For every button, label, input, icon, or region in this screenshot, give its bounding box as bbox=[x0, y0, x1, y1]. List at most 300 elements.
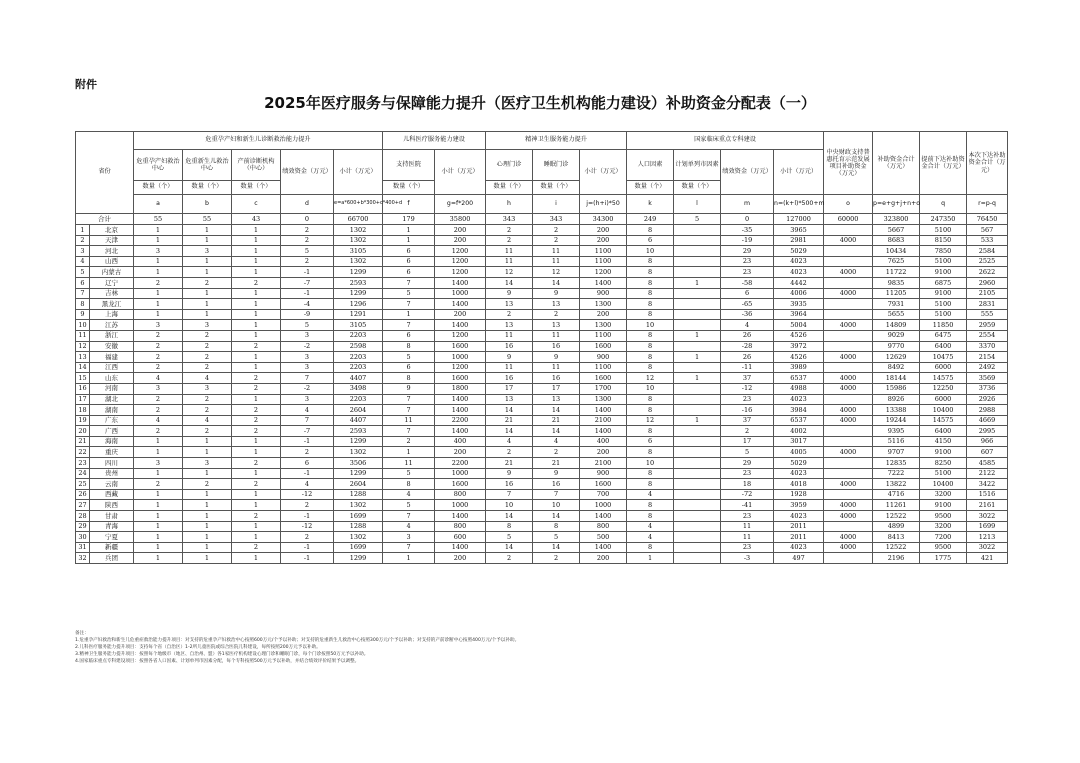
data-cell: 3964 bbox=[774, 309, 824, 320]
data-cell: 2 bbox=[232, 341, 281, 352]
data-cell: 6475 bbox=[920, 330, 967, 341]
data-cell: 1 bbox=[183, 256, 232, 267]
data-cell: 2 bbox=[486, 553, 533, 564]
data-cell: 1600 bbox=[435, 373, 486, 384]
data-cell: 13822 bbox=[873, 479, 920, 490]
data-cell: 1 bbox=[232, 267, 281, 278]
data-cell: 2200 bbox=[435, 415, 486, 426]
data-cell: 1600 bbox=[580, 479, 627, 490]
current-funds-header: 本次下达补助资金合计（万元） bbox=[967, 132, 1008, 195]
formula-cell: p=e+g+j+n+o bbox=[873, 195, 920, 214]
data-cell: 3 bbox=[183, 320, 232, 331]
table-row bbox=[76, 542, 1008, 553]
data-cell: 1 bbox=[674, 373, 721, 384]
data-cell: 1400 bbox=[435, 426, 486, 437]
data-cell: 2 bbox=[383, 436, 435, 447]
data-cell bbox=[824, 341, 873, 352]
data-cell: 1 bbox=[232, 394, 281, 405]
maternal-perf-header: 绩效资金（万元） bbox=[281, 150, 334, 195]
data-cell: 21 bbox=[533, 415, 580, 426]
data-cell: 17 bbox=[533, 383, 580, 394]
data-cell: 600 bbox=[435, 532, 486, 543]
row-index: 5 bbox=[76, 267, 90, 278]
data-cell bbox=[674, 500, 721, 511]
data-cell: 8 bbox=[627, 309, 674, 320]
data-cell bbox=[674, 479, 721, 490]
province-name: 海南 bbox=[90, 436, 134, 447]
data-cell: 11 bbox=[383, 458, 435, 469]
data-cell bbox=[824, 436, 873, 447]
data-cell: 1400 bbox=[580, 511, 627, 522]
data-cell: 2 bbox=[232, 426, 281, 437]
newborn-center-header: 危重新生儿救治中心 bbox=[183, 150, 232, 181]
formula-cell: q bbox=[920, 195, 967, 214]
data-cell: 1200 bbox=[435, 330, 486, 341]
data-cell: 2196 bbox=[873, 553, 920, 564]
data-cell: 2 bbox=[281, 532, 334, 543]
province-name: 福建 bbox=[90, 352, 134, 363]
table-row bbox=[76, 288, 1008, 299]
data-cell: 1 bbox=[232, 256, 281, 267]
data-cell bbox=[824, 277, 873, 288]
data-cell: 2154 bbox=[967, 352, 1008, 363]
data-cell: 2 bbox=[232, 511, 281, 522]
data-cell: 4 bbox=[183, 415, 232, 426]
data-cell bbox=[674, 256, 721, 267]
formula-cell: r=p-q bbox=[967, 195, 1008, 214]
data-cell: 5 bbox=[533, 532, 580, 543]
data-cell: 400 bbox=[435, 436, 486, 447]
data-cell: 4000 bbox=[824, 320, 873, 331]
data-cell: 16 bbox=[533, 479, 580, 490]
table-row bbox=[76, 553, 1008, 564]
table-row bbox=[76, 362, 1008, 373]
data-cell: 1200 bbox=[435, 267, 486, 278]
data-cell: 2 bbox=[183, 362, 232, 373]
row-index: 23 bbox=[76, 458, 90, 469]
data-cell: 1 bbox=[134, 235, 183, 246]
sleep-clinic-header: 睡眠门诊 bbox=[533, 150, 580, 181]
data-cell: 1 bbox=[183, 225, 232, 236]
data-cell: 2 bbox=[533, 225, 580, 236]
data-cell bbox=[824, 362, 873, 373]
data-cell: 1600 bbox=[580, 341, 627, 352]
data-cell: 1400 bbox=[580, 542, 627, 553]
data-cell: 2598 bbox=[334, 341, 383, 352]
data-cell: 11261 bbox=[873, 500, 920, 511]
data-cell: 567 bbox=[967, 225, 1008, 236]
data-cell: 21 bbox=[486, 415, 533, 426]
data-cell: 12 bbox=[627, 415, 674, 426]
prenatal-header: 产前诊断机构（中心） bbox=[232, 150, 281, 181]
data-cell: 3569 bbox=[967, 373, 1008, 384]
data-cell: 1 bbox=[674, 415, 721, 426]
data-cell: 1400 bbox=[435, 299, 486, 310]
data-cell: 11 bbox=[533, 362, 580, 373]
data-cell bbox=[824, 246, 873, 257]
data-cell: 2203 bbox=[334, 362, 383, 373]
data-cell: -1 bbox=[281, 542, 334, 553]
table-row bbox=[76, 447, 1008, 458]
total-label: 合计 bbox=[76, 214, 134, 225]
data-cell bbox=[674, 309, 721, 320]
data-cell: 6400 bbox=[920, 426, 967, 437]
data-cell: 1 bbox=[134, 500, 183, 511]
data-cell: 8 bbox=[486, 521, 533, 532]
province-name: 贵州 bbox=[90, 468, 134, 479]
data-cell: 2988 bbox=[967, 405, 1008, 416]
note-line: 4.国家临床重点专科建设项目：按照各省人口因素、计划单列市因素分配，每个专科按照500万元予以补助，并结合绩效评价结果予以调整。 bbox=[75, 659, 360, 664]
unit-count: 数量（个） bbox=[232, 181, 281, 195]
data-cell: 10400 bbox=[920, 405, 967, 416]
data-cell: 3422 bbox=[967, 479, 1008, 490]
data-cell: 14809 bbox=[873, 320, 920, 331]
data-cell: 4 bbox=[183, 373, 232, 384]
data-cell: 10 bbox=[627, 246, 674, 257]
data-cell: 200 bbox=[580, 225, 627, 236]
maternal-center-header: 危重孕产妇救治中心 bbox=[134, 150, 183, 181]
data-cell: 200 bbox=[580, 235, 627, 246]
data-cell: 4000 bbox=[824, 267, 873, 278]
data-cell: 29 bbox=[721, 458, 774, 469]
data-cell: 2 bbox=[183, 341, 232, 352]
row-index: 12 bbox=[76, 341, 90, 352]
data-cell bbox=[674, 468, 721, 479]
data-cell: 800 bbox=[580, 521, 627, 532]
row-index: 24 bbox=[76, 468, 90, 479]
data-cell: 2 bbox=[232, 458, 281, 469]
data-cell bbox=[674, 511, 721, 522]
data-cell: 7 bbox=[533, 489, 580, 500]
data-cell: 8 bbox=[627, 330, 674, 341]
total-cell: 343 bbox=[533, 214, 580, 225]
data-cell: 12 bbox=[533, 267, 580, 278]
unit-count: 数量（个） bbox=[183, 181, 232, 195]
province-name: 宁夏 bbox=[90, 532, 134, 543]
data-cell: -58 bbox=[721, 277, 774, 288]
data-cell: 10 bbox=[533, 500, 580, 511]
data-cell: 1 bbox=[232, 330, 281, 341]
data-cell: -72 bbox=[721, 489, 774, 500]
total-cell: 43 bbox=[232, 214, 281, 225]
data-cell: 3 bbox=[281, 352, 334, 363]
data-cell: 2959 bbox=[967, 320, 1008, 331]
formula-cell: d bbox=[281, 195, 334, 214]
data-cell: 1 bbox=[134, 447, 183, 458]
data-cell: 14 bbox=[533, 542, 580, 553]
data-cell: 8 bbox=[383, 341, 435, 352]
data-cell: 6 bbox=[383, 362, 435, 373]
data-cell: 7931 bbox=[873, 299, 920, 310]
data-cell bbox=[674, 299, 721, 310]
data-cell: 1400 bbox=[580, 426, 627, 437]
total-cell: 249 bbox=[627, 214, 674, 225]
data-cell: 13 bbox=[533, 320, 580, 331]
data-cell: 1100 bbox=[580, 330, 627, 341]
data-cell: 1 bbox=[134, 532, 183, 543]
data-cell: 14 bbox=[533, 405, 580, 416]
data-cell: 1 bbox=[232, 352, 281, 363]
data-cell: 1 bbox=[134, 511, 183, 522]
data-cell: 1 bbox=[183, 468, 232, 479]
total-cell: 60000 bbox=[824, 214, 873, 225]
data-cell: 2525 bbox=[967, 256, 1008, 267]
total-cell: 55 bbox=[134, 214, 183, 225]
data-cell bbox=[824, 468, 873, 479]
data-cell: 3105 bbox=[334, 246, 383, 257]
data-cell: 7 bbox=[383, 511, 435, 522]
data-cell: 1400 bbox=[435, 394, 486, 405]
data-cell: 7200 bbox=[920, 532, 967, 543]
total-funds-header: 补助资金合计（万元） bbox=[873, 132, 920, 195]
data-cell: 200 bbox=[580, 553, 627, 564]
row-index: 2 bbox=[76, 235, 90, 246]
table-row bbox=[76, 309, 1008, 320]
data-cell: 3736 bbox=[967, 383, 1008, 394]
data-cell: 14575 bbox=[920, 373, 967, 384]
province-name: 重庆 bbox=[90, 447, 134, 458]
data-cell: 2584 bbox=[967, 246, 1008, 257]
data-cell: 200 bbox=[435, 309, 486, 320]
data-cell: 2960 bbox=[967, 277, 1008, 288]
data-cell: 12 bbox=[627, 373, 674, 384]
data-cell: 10400 bbox=[920, 479, 967, 490]
data-cell: 4899 bbox=[873, 521, 920, 532]
data-cell: 4000 bbox=[824, 373, 873, 384]
data-cell: -35 bbox=[721, 225, 774, 236]
data-cell: 1 bbox=[183, 521, 232, 532]
data-cell: 2926 bbox=[967, 394, 1008, 405]
data-cell: 8 bbox=[627, 511, 674, 522]
data-cell: 8 bbox=[627, 256, 674, 267]
data-cell: 1699 bbox=[967, 521, 1008, 532]
data-cell: 1302 bbox=[334, 447, 383, 458]
data-cell: 23 bbox=[721, 542, 774, 553]
data-cell: 1100 bbox=[580, 246, 627, 257]
data-cell: 3935 bbox=[774, 299, 824, 310]
data-cell: 2203 bbox=[334, 352, 383, 363]
data-cell: 1 bbox=[232, 468, 281, 479]
data-cell: 18144 bbox=[873, 373, 920, 384]
formula-cell: h bbox=[486, 195, 533, 214]
data-cell: 17 bbox=[486, 383, 533, 394]
data-cell: 8 bbox=[627, 426, 674, 437]
data-cell: 2 bbox=[281, 225, 334, 236]
data-cell: 1 bbox=[183, 309, 232, 320]
data-cell: 8 bbox=[627, 542, 674, 553]
formula-cell: f bbox=[383, 195, 435, 214]
data-cell: 9 bbox=[486, 468, 533, 479]
province-name: 兵团 bbox=[90, 553, 134, 564]
data-cell: 2593 bbox=[334, 277, 383, 288]
data-cell: 1775 bbox=[920, 553, 967, 564]
data-cell: 2 bbox=[486, 309, 533, 320]
data-cell: 13 bbox=[533, 299, 580, 310]
data-cell: 11 bbox=[486, 246, 533, 257]
table-row bbox=[76, 458, 1008, 469]
data-cell: 5 bbox=[383, 288, 435, 299]
data-cell: 1 bbox=[232, 553, 281, 564]
data-cell: 13 bbox=[486, 320, 533, 331]
data-cell bbox=[674, 458, 721, 469]
table-row bbox=[76, 426, 1008, 437]
data-cell: 19244 bbox=[873, 415, 920, 426]
table-row bbox=[76, 373, 1008, 384]
data-cell: 3 bbox=[281, 330, 334, 341]
data-cell: 8492 bbox=[873, 362, 920, 373]
data-cell: 7 bbox=[281, 373, 334, 384]
data-cell: 400 bbox=[580, 436, 627, 447]
data-cell bbox=[824, 309, 873, 320]
planned-city-header: 计划单列市因素 bbox=[674, 150, 721, 181]
table-row bbox=[76, 532, 1008, 543]
data-cell: 8 bbox=[627, 500, 674, 511]
psych-clinic-header: 心理门诊 bbox=[486, 150, 533, 181]
data-cell: 6 bbox=[383, 330, 435, 341]
data-cell: 4000 bbox=[824, 511, 873, 522]
data-cell: 2 bbox=[183, 352, 232, 363]
table-row bbox=[76, 225, 1008, 236]
data-cell: 7 bbox=[486, 489, 533, 500]
data-cell: 2 bbox=[281, 256, 334, 267]
total-cell: 34300 bbox=[580, 214, 627, 225]
data-cell: 2 bbox=[232, 415, 281, 426]
data-cell: 12835 bbox=[873, 458, 920, 469]
province-name: 辽宁 bbox=[90, 277, 134, 288]
data-cell: 4442 bbox=[774, 277, 824, 288]
data-cell: 1302 bbox=[334, 235, 383, 246]
data-cell: 2 bbox=[281, 235, 334, 246]
data-cell: 4000 bbox=[824, 405, 873, 416]
data-cell: 9 bbox=[486, 352, 533, 363]
province-name: 吉林 bbox=[90, 288, 134, 299]
data-cell: 11 bbox=[533, 330, 580, 341]
data-cell: 1 bbox=[134, 267, 183, 278]
data-cell: 1213 bbox=[967, 532, 1008, 543]
data-cell: 1 bbox=[183, 436, 232, 447]
data-cell: 1 bbox=[232, 362, 281, 373]
data-cell: 5 bbox=[383, 500, 435, 511]
row-index: 11 bbox=[76, 330, 90, 341]
data-cell: 4000 bbox=[824, 352, 873, 363]
data-cell: 4988 bbox=[774, 383, 824, 394]
data-cell: 4526 bbox=[774, 330, 824, 341]
data-cell: 16 bbox=[486, 479, 533, 490]
data-cell: 11205 bbox=[873, 288, 920, 299]
data-cell: 23 bbox=[721, 256, 774, 267]
data-cell: 8 bbox=[627, 405, 674, 416]
data-cell bbox=[674, 383, 721, 394]
data-cell: -12 bbox=[281, 489, 334, 500]
data-cell bbox=[674, 521, 721, 532]
table-row bbox=[76, 256, 1008, 267]
data-cell: 9100 bbox=[920, 267, 967, 278]
data-cell: 6 bbox=[383, 256, 435, 267]
data-cell bbox=[674, 246, 721, 257]
data-cell: 4407 bbox=[334, 415, 383, 426]
data-cell: -41 bbox=[721, 500, 774, 511]
data-cell: -7 bbox=[281, 277, 334, 288]
data-cell bbox=[824, 553, 873, 564]
data-cell: 8150 bbox=[920, 235, 967, 246]
data-cell: 26 bbox=[721, 330, 774, 341]
data-cell: 14 bbox=[486, 405, 533, 416]
data-cell: 18 bbox=[721, 479, 774, 490]
data-cell: 1 bbox=[232, 320, 281, 331]
data-cell bbox=[674, 235, 721, 246]
data-cell: 11 bbox=[383, 415, 435, 426]
total-cell: 0 bbox=[721, 214, 774, 225]
data-cell: 3989 bbox=[774, 362, 824, 373]
note-line: 1.危重孕产妇救治和新生儿危重症救治能力提升项目：对支持的危重孕产妇救治中心按照600万元/个予以补助；对支持的危重新生儿救治中心按照300万元/个予以补助；对支持的产前诊断中心按照400万元/个予以补助。 bbox=[75, 638, 520, 643]
row-index: 19 bbox=[76, 415, 90, 426]
data-cell: 1 bbox=[134, 256, 183, 267]
data-cell: 6 bbox=[627, 235, 674, 246]
unit-count: 数量（个） bbox=[134, 181, 183, 195]
data-cell: 8 bbox=[627, 299, 674, 310]
data-cell: 4018 bbox=[774, 479, 824, 490]
data-cell: 500 bbox=[580, 532, 627, 543]
data-cell: 5 bbox=[383, 468, 435, 479]
table-row bbox=[76, 383, 1008, 394]
data-cell: 2 bbox=[134, 277, 183, 288]
data-cell: 2995 bbox=[967, 426, 1008, 437]
data-cell: 21 bbox=[486, 458, 533, 469]
data-cell: 1 bbox=[183, 267, 232, 278]
data-cell: 2 bbox=[232, 383, 281, 394]
data-cell: 6 bbox=[721, 288, 774, 299]
data-cell: 14 bbox=[533, 277, 580, 288]
data-cell: 1200 bbox=[435, 246, 486, 257]
data-cell bbox=[674, 362, 721, 373]
data-cell: 4 bbox=[383, 521, 435, 532]
data-cell: 4000 bbox=[824, 532, 873, 543]
data-cell bbox=[824, 299, 873, 310]
row-index: 21 bbox=[76, 436, 90, 447]
data-cell: 2203 bbox=[334, 394, 383, 405]
data-cell: 2 bbox=[486, 225, 533, 236]
central-funds-header: 中央财政支持普惠托育示范发展项目补助资金（万元） bbox=[824, 132, 873, 195]
data-cell: 4023 bbox=[774, 267, 824, 278]
data-cell: 4407 bbox=[334, 373, 383, 384]
data-cell: 2 bbox=[183, 394, 232, 405]
row-index: 22 bbox=[76, 447, 90, 458]
data-cell: 1 bbox=[674, 330, 721, 341]
data-cell: 2554 bbox=[967, 330, 1008, 341]
data-cell: 8 bbox=[627, 225, 674, 236]
data-cell: 2 bbox=[134, 394, 183, 405]
data-cell: 3 bbox=[183, 383, 232, 394]
data-cell: 200 bbox=[435, 553, 486, 564]
data-cell: 12 bbox=[486, 267, 533, 278]
total-cell: 76450 bbox=[967, 214, 1008, 225]
data-cell: 2 bbox=[486, 447, 533, 458]
note-line: 2.儿科医疗服务能力提升项目：支持每个省（自治区）1-2所儿童医院或综合医院儿科建设，每所按照200万元予以补助。 bbox=[75, 645, 321, 650]
data-cell: 3965 bbox=[774, 225, 824, 236]
data-cell bbox=[674, 394, 721, 405]
data-cell: 4585 bbox=[967, 458, 1008, 469]
data-cell: 6 bbox=[281, 458, 334, 469]
data-cell: 16 bbox=[486, 341, 533, 352]
data-cell: 11 bbox=[486, 330, 533, 341]
data-cell: 8 bbox=[627, 447, 674, 458]
data-cell: 555 bbox=[967, 309, 1008, 320]
data-cell: 2100 bbox=[580, 415, 627, 426]
province-name: 广西 bbox=[90, 426, 134, 437]
row-index: 17 bbox=[76, 394, 90, 405]
data-cell: 11 bbox=[533, 256, 580, 267]
data-cell: 6 bbox=[383, 267, 435, 278]
